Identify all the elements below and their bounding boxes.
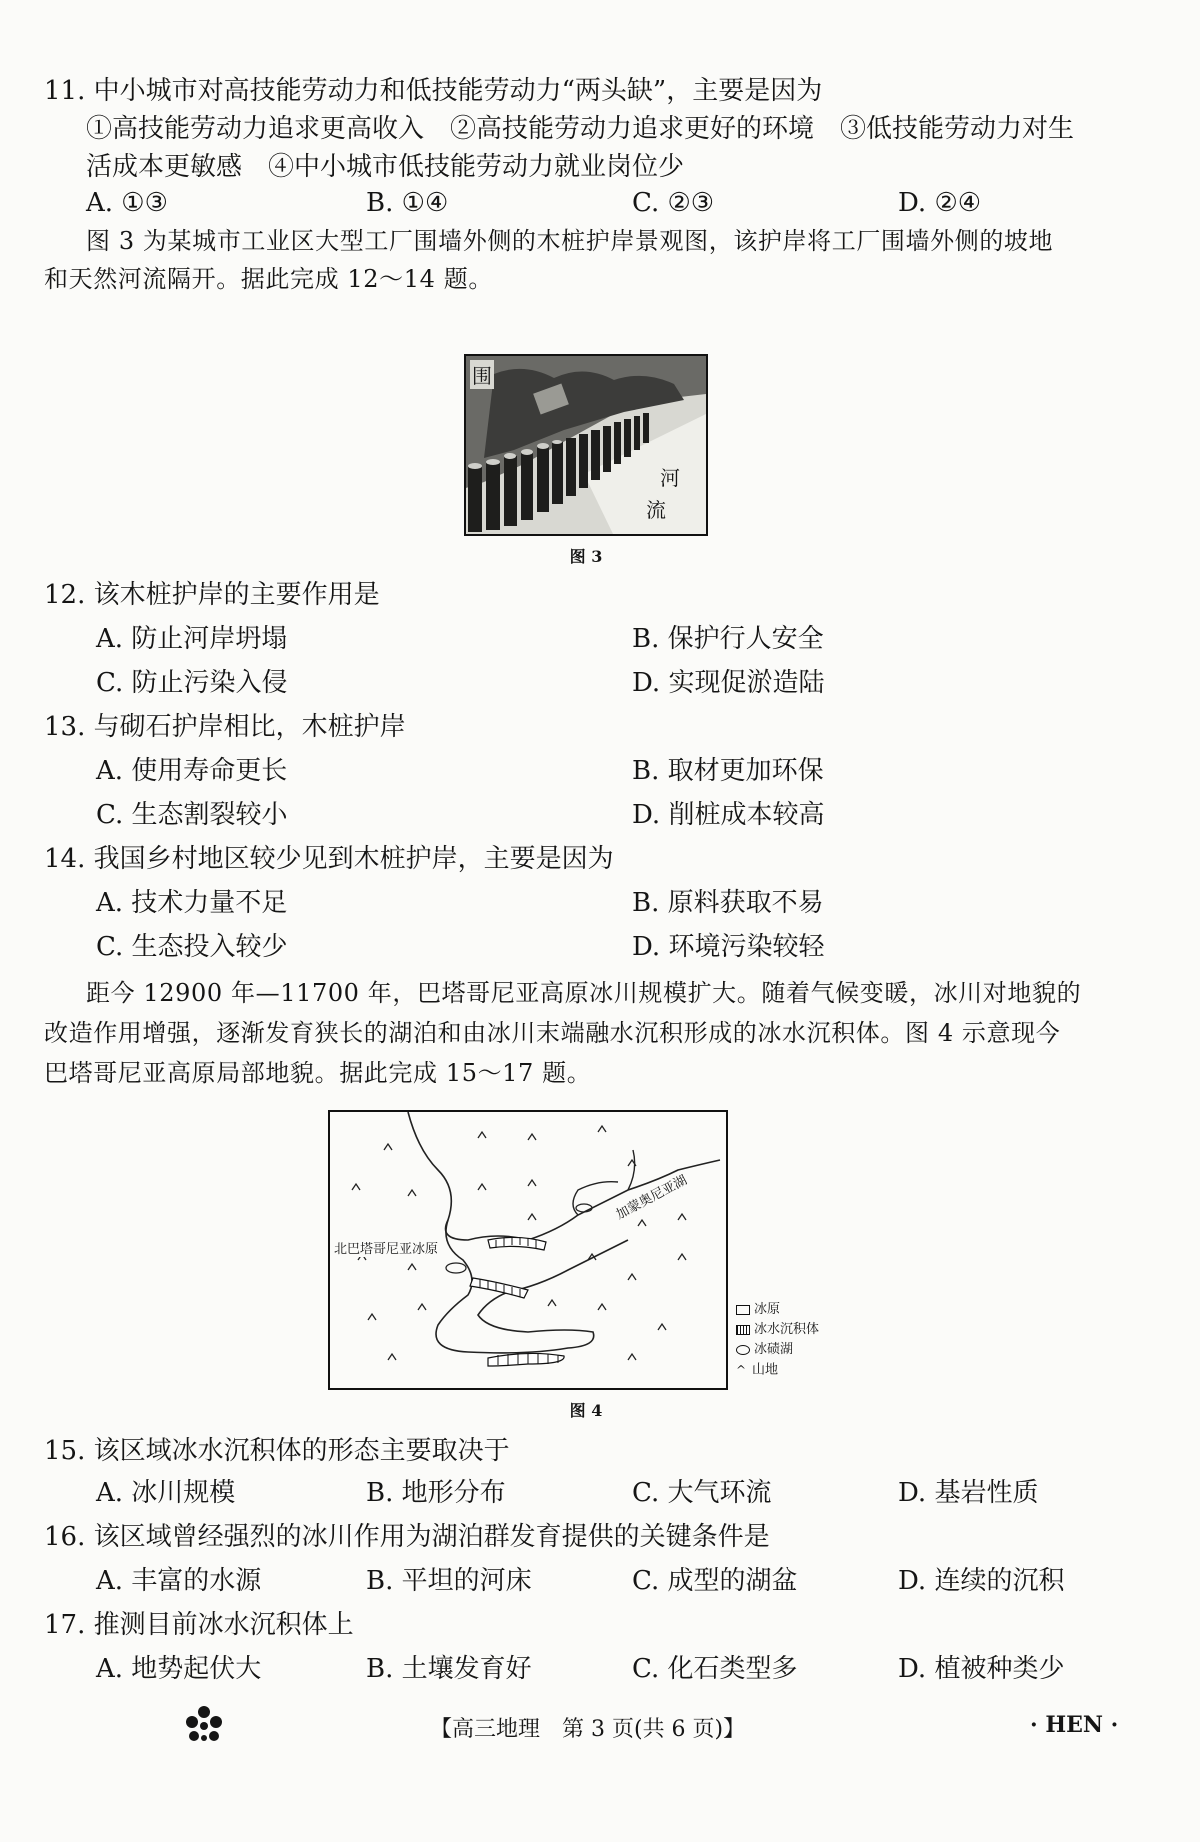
q16-option-c[interactable]: C. 成型的湖盆 bbox=[632, 1566, 798, 1596]
q11-items-line1: ①高技能劳动力追求更高收入 ②高技能劳动力追求更好的环境 ③低技能劳动力对生 bbox=[86, 114, 1075, 144]
q11-option-d[interactable]: D. ②④ bbox=[898, 188, 982, 218]
q13-option-d[interactable]: D. 削桩成本较高 bbox=[632, 800, 825, 830]
q16-option-d[interactable]: D. 连续的沉积 bbox=[898, 1566, 1065, 1596]
q17-stem: 17. 推测目前冰水沉积体上 bbox=[44, 1610, 354, 1640]
q17-option-a[interactable]: A. 地势起伏大 bbox=[96, 1654, 262, 1684]
fig4-label-north-icefield: 北巴塔哥尼亚冰原 bbox=[334, 1238, 438, 1257]
q12-option-a[interactable]: A. 防止河岸坍塌 bbox=[96, 624, 288, 654]
figure-3-photo bbox=[464, 354, 708, 536]
q14-option-d[interactable]: D. 环境污染较轻 bbox=[632, 932, 825, 962]
q12-option-d[interactable]: D. 实现促淤造陆 bbox=[632, 668, 825, 698]
fig3-label-river-2: 流 bbox=[646, 498, 666, 522]
intro1-line1: 图 3 为某城市工业区大型工厂围墙外侧的木桩护岸景观图，该护岸将工厂围墙外侧的坡地 bbox=[86, 227, 1054, 255]
q16-option-b[interactable]: B. 平坦的河床 bbox=[366, 1566, 532, 1596]
intro2-line1: 距今 12900 年—11700 年，巴塔哥尼亚高原冰川规模扩大。随着气候变暖，冰川对地貌的 bbox=[86, 979, 1082, 1007]
moraine-lake-legend-icon bbox=[736, 1345, 750, 1355]
q12-option-b[interactable]: B. 保护行人安全 bbox=[632, 624, 824, 654]
q11-option-b[interactable]: B. ①④ bbox=[366, 188, 449, 218]
publisher-logo-icon bbox=[180, 1704, 228, 1744]
deposit-legend-icon bbox=[736, 1325, 750, 1335]
q15-option-d[interactable]: D. 基岩性质 bbox=[898, 1478, 1039, 1508]
q17-option-d[interactable]: D. 植被种类少 bbox=[898, 1654, 1065, 1684]
footer-page-info: 【高三地理 第 3 页(共 6 页)】 bbox=[430, 1717, 746, 1742]
q11-option-c[interactable]: C. ②③ bbox=[632, 188, 715, 218]
q16-stem: 16. 该区域曾经强烈的冰川作用为湖泊群发育提供的关键条件是 bbox=[44, 1522, 770, 1552]
q13-stem: 13. 与砌石护岸相比，木桩护岸 bbox=[44, 712, 406, 742]
mountain-legend-icon: ^ bbox=[736, 1363, 747, 1377]
legend-item-mountain: ^ 山地 bbox=[736, 1360, 819, 1381]
q17-option-c[interactable]: C. 化石类型多 bbox=[632, 1654, 798, 1684]
wooden-pile-revetment-illustration bbox=[464, 354, 708, 536]
fig3-label-wall: 围 bbox=[470, 360, 494, 389]
q15-option-c[interactable]: C. 大气环流 bbox=[632, 1478, 772, 1508]
intro2-line2: 改造作用增强，逐渐发育狭长的湖泊和由冰川末端融水沉积形成的冰水沉积体。图 4 示意现今 bbox=[44, 1019, 1061, 1047]
q11-option-a[interactable]: A. ①③ bbox=[86, 188, 168, 218]
footer-code: · HEN · bbox=[1030, 1712, 1119, 1738]
q16-option-a[interactable]: A. 丰富的水源 bbox=[96, 1566, 262, 1596]
q14-option-b[interactable]: B. 原料获取不易 bbox=[632, 888, 824, 918]
q15-option-b[interactable]: B. 地形分布 bbox=[366, 1478, 506, 1508]
fig4-caption: 图 4 bbox=[569, 1401, 603, 1420]
q17-option-b[interactable]: B. 土壤发育好 bbox=[366, 1654, 532, 1684]
intro2-line3: 巴塔哥尼亚高原局部地貌。据此完成 15～17 题。 bbox=[44, 1059, 592, 1087]
q13-option-b[interactable]: B. 取材更加环保 bbox=[632, 756, 824, 786]
q15-stem: 15. 该区域冰水沉积体的形态主要取决于 bbox=[44, 1436, 510, 1466]
fig4-label-lake: 加蒙奥尼亚湖 bbox=[613, 1172, 690, 1223]
fig3-caption: 图 3 bbox=[569, 547, 603, 566]
q12-stem: 12. 该木桩护岸的主要作用是 bbox=[44, 580, 380, 610]
q14-stem: 14. 我国乡村地区较少见到木桩护岸，主要是因为 bbox=[44, 844, 614, 874]
intro1-line2: 和天然河流隔开。据此完成 12～14 题。 bbox=[44, 265, 493, 293]
q15-option-a[interactable]: A. 冰川规模 bbox=[96, 1478, 236, 1508]
fig4-legend bbox=[736, 1300, 819, 1381]
fig3-label-river-1: 河 bbox=[660, 466, 680, 490]
figure-4-map bbox=[328, 1110, 728, 1390]
q13-option-c[interactable]: C. 生态割裂较小 bbox=[96, 800, 288, 830]
q13-option-a[interactable]: A. 使用寿命更长 bbox=[96, 756, 288, 786]
q11-stem: 11. 中小城市对高技能劳动力和低技能劳动力“两头缺”，主要是因为 bbox=[44, 76, 823, 106]
q11-items-line2: 活成本更敏感 ④中小城市低技能劳动力就业岗位少 bbox=[86, 152, 685, 182]
legend-item-deposit: 冰水沉积体 bbox=[736, 1320, 819, 1340]
flower-logo-icon bbox=[180, 1704, 228, 1744]
q14-option-c[interactable]: C. 生态投入较少 bbox=[96, 932, 288, 962]
icefield-legend-icon bbox=[736, 1305, 750, 1315]
legend-item-icefield: 冰原 bbox=[736, 1300, 819, 1320]
q12-option-c[interactable]: C. 防止污染入侵 bbox=[96, 668, 288, 698]
q14-option-a[interactable]: A. 技术力量不足 bbox=[96, 888, 288, 918]
legend-item-moraine-lake: 冰碛湖 bbox=[736, 1340, 819, 1360]
